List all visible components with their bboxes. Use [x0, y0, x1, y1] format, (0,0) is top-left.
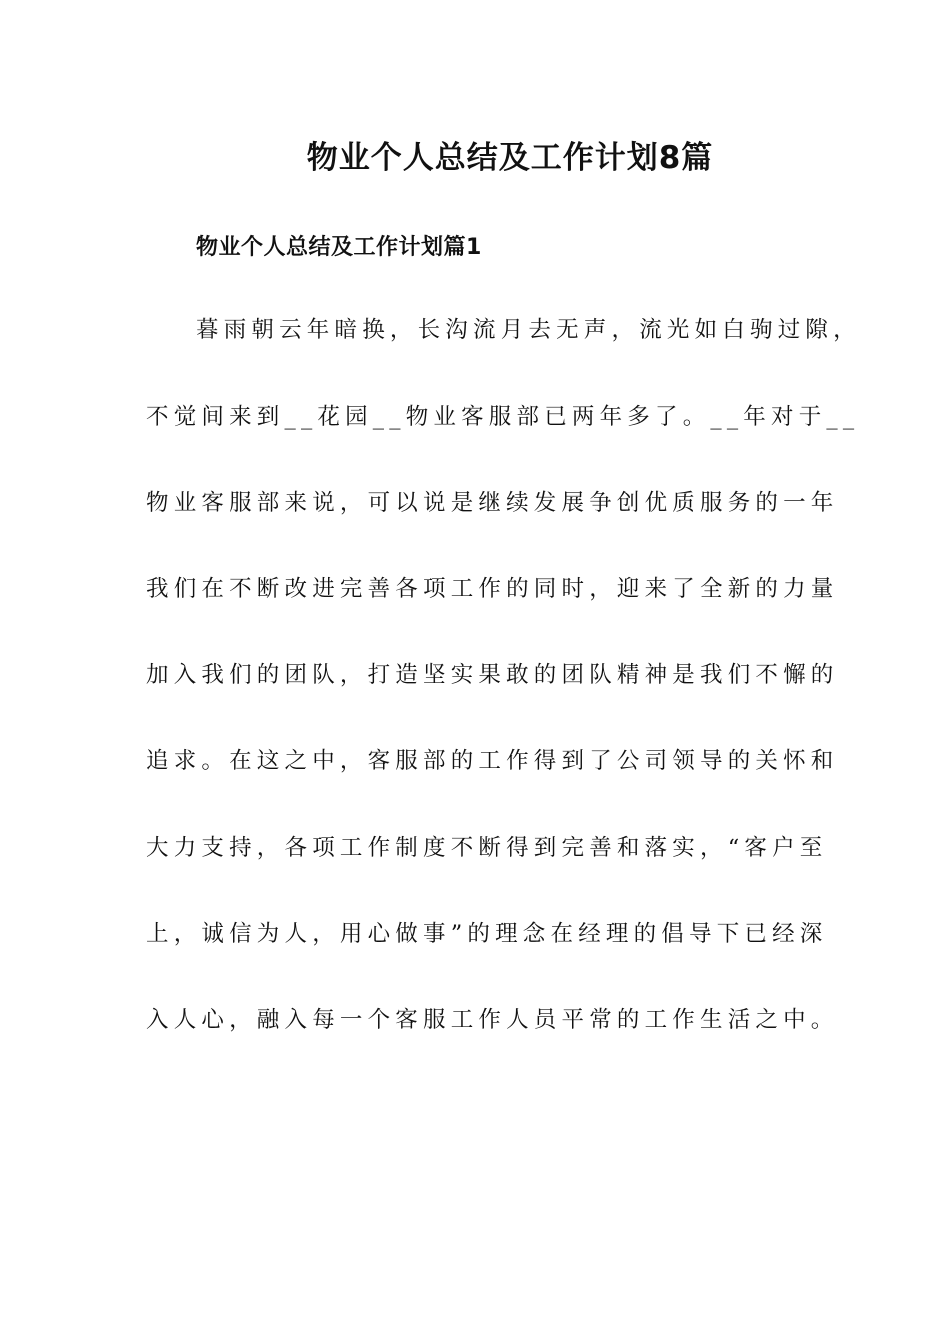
section-heading: 物业个人总结及工作计划篇1 — [196, 235, 482, 260]
paragraph-line: 不觉间来到__花园__物业客服部已两年多了。__年对于__ — [146, 404, 860, 430]
paragraph-line: 追求。在这之中，客服部的工作得到了公司领导的关怀和 — [146, 748, 839, 774]
paragraph-line: 加入我们的团队，打造坚实果敢的团队精神是我们不懈的 — [146, 662, 839, 688]
paragraph-line: 暮雨朝云年暗换，长沟流月去无声，流光如白驹过隙， — [196, 317, 861, 343]
paragraph-line: 物业客服部来说，可以说是继续发展争创优质服务的一年 — [146, 490, 839, 516]
paragraph-line: 上，诚信为人，用心做事”的理念在经理的倡导下已经深 — [146, 921, 828, 947]
paragraph-line: 我们在不断改进完善各项工作的同时，迎来了全新的力量 — [146, 576, 839, 602]
paragraph-line: 入人心，融入每一个客服工作人员平常的工作生活之中。 — [146, 1007, 839, 1033]
paragraph-line: 大力支持，各项工作制度不断得到完善和落实，“客户至 — [146, 835, 828, 861]
document-title: 物业个人总结及工作计划8篇 — [306, 140, 714, 176]
